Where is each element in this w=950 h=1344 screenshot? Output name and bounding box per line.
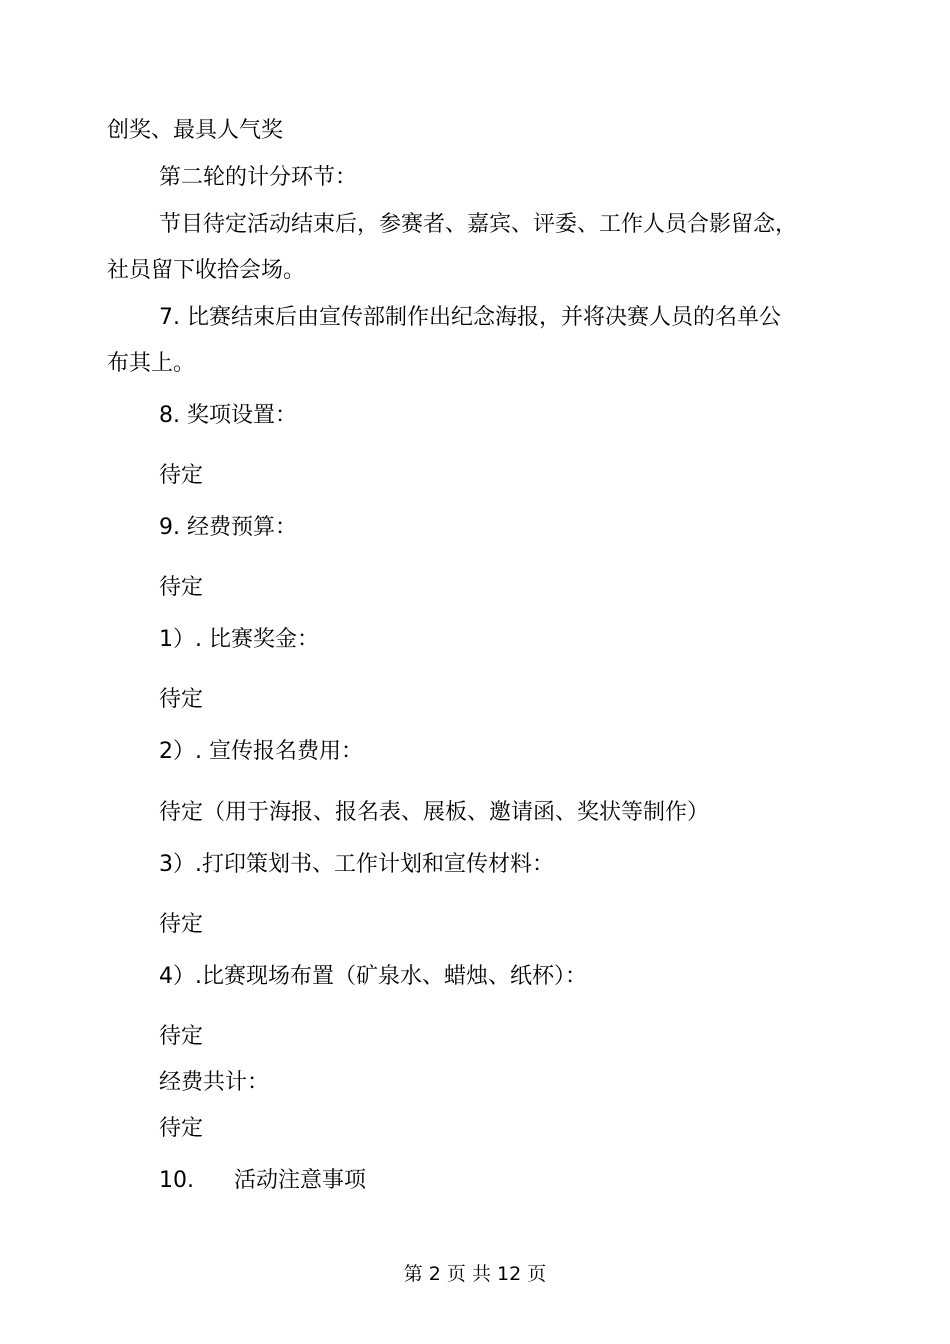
sub-item: 3）.打印策划书、工作计划和宣传材料： bbox=[159, 852, 554, 877]
text-line: 布其上。 bbox=[107, 351, 196, 376]
section-number: 10. bbox=[159, 1168, 194, 1193]
page-footer: 第 2 页 共 12 页 bbox=[403, 1263, 547, 1285]
text-line: 待定（用于海报、报名表、展板、邀请函、奖状等制作） bbox=[159, 800, 710, 825]
text-line: 待定 bbox=[159, 1116, 204, 1141]
text-line: 社员留下收拾会场。 bbox=[107, 258, 306, 283]
text-line: 待定 bbox=[159, 1024, 204, 1049]
sub-item: 2）. 宣传报名费用： bbox=[159, 739, 363, 764]
section-title: 活动注意事项 bbox=[234, 1168, 367, 1193]
text-line: 待定 bbox=[159, 687, 204, 712]
text-line: 待定 bbox=[159, 575, 204, 600]
text-line: 创奖、最具人气奖 bbox=[107, 118, 284, 143]
sub-item: 4）.比赛现场布置（矿泉水、蜡烛、纸杯）： bbox=[159, 964, 587, 989]
section-heading: 8. 奖项设置： bbox=[159, 403, 297, 428]
section-heading bbox=[159, 1166, 366, 1196]
text-line: 节目待定活动结束后，参赛者、嘉宾、评委、工作人员合影留念， bbox=[159, 212, 798, 237]
text-line: 待定 bbox=[159, 912, 204, 937]
section-heading: 9. 经费预算： bbox=[159, 515, 297, 540]
text-line: 第二轮的计分环节： bbox=[159, 165, 358, 190]
sub-item: 1）. 比赛奖金： bbox=[159, 627, 319, 652]
text-line: 7. 比赛结束后由宣传部制作出纪念海报，并将决赛人员的名单公 bbox=[159, 305, 781, 330]
text-line: 经费共计： bbox=[159, 1070, 270, 1095]
text-line: 待定 bbox=[159, 463, 204, 488]
